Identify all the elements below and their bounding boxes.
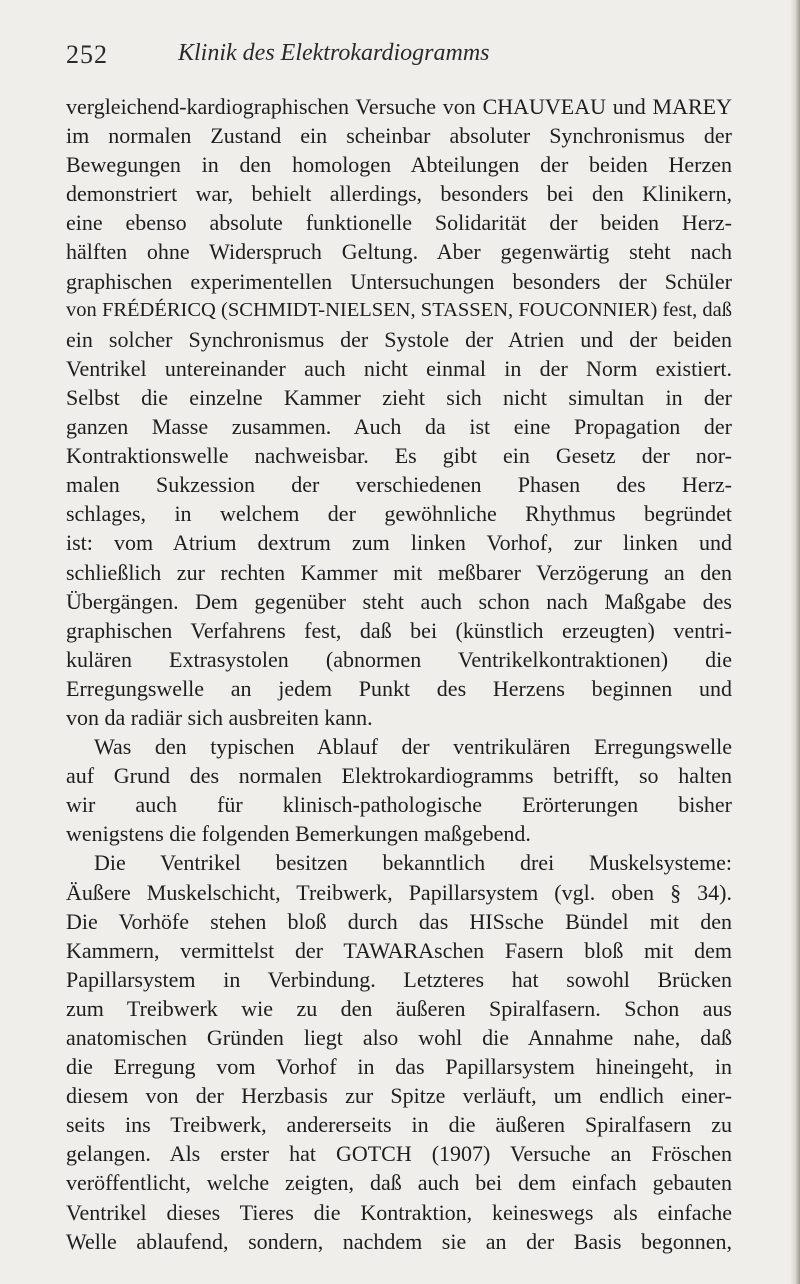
text-line: Ventrikel dieses Tieres die Kontraktion, keineswegs als einfache <box>66 1199 732 1225</box>
text-line: ganzen Masse zusammen. Auch da ist eine Propagation der <box>66 414 732 440</box>
page-number: 252 <box>66 40 108 69</box>
text-line: gelangen. Als erster hat GOTCH (1907) Versuche an Fröschen <box>66 1141 732 1167</box>
text-line: graphischen Verfahrens fest, daß bei (künstlich erzeugten) ventri- <box>66 617 732 643</box>
text-line: hälften ohne Widerspruch Geltung. Aber gegenwärtig steht nach <box>66 239 732 265</box>
text-line: eine ebenso absolute funktionelle Solidarität der beiden Herz- <box>66 210 732 236</box>
text-line: Welle ablaufend, sondern, nachdem sie an der Basis begonnen, <box>66 1228 732 1254</box>
text-line: Äußere Muskelschicht, Treibwerk, Papillarsystem (vgl. oben § 34). <box>66 879 732 905</box>
text-line: demonstriert war, behielt allerdings, besonders bei den Klinikern, <box>66 181 732 207</box>
text-line: Was den typischen Ablauf der ventrikulären Erregungswelle <box>94 734 732 760</box>
text-line: Bewegungen in den homologen Abteilungen der beiden Herzen <box>66 152 732 178</box>
text-line: die Erregung vom Vorhof in das Papillarsystem hineingeht, in <box>66 1054 732 1080</box>
text-line: auf Grund des normalen Elektrokardiogramms betrifft, so halten <box>66 763 732 789</box>
text-line: vergleichend-kardiographischen Versuche von CHAUVEAU und MAREY <box>66 94 732 119</box>
text-line: schließlich zur rechten Kammer mit meßbarer Verzögerung an den <box>66 559 732 585</box>
page-header <box>66 40 726 80</box>
text-line: im normalen Zustand ein scheinbar absoluter Synchronismus der <box>66 123 732 149</box>
text-line: Papillarsystem in Verbindung. Letzteres hat sowohl Brücken <box>66 966 732 992</box>
text-line: Erregungswelle an jedem Punkt des Herzens beginnen und <box>66 675 732 701</box>
body-text <box>66 92 732 1256</box>
text-line: Kammern, vermittelst der TAWARAschen Fasern bloß mit dem <box>66 937 732 963</box>
text-line: anatomischen Gründen liegt also wohl die Annahme nahe, daß <box>66 1025 732 1050</box>
text-line: veröffentlicht, welche zeigten, daß auch bei dem einfach gebauten <box>66 1170 732 1196</box>
text-line: schlages, in welchem der gewöhnliche Rhythmus begründet <box>66 501 732 527</box>
text-line: von FRÉDÉRICQ (SCHMIDT-NIELSEN, STASSEN, FOUCONNIER) fest, daß <box>66 298 732 321</box>
text-line: Kontraktionswelle nachweisbar. Es gibt ein Gesetz der nor- <box>66 443 732 469</box>
text-line: von da radiär sich ausbreiten kann. <box>66 704 373 730</box>
text-line: diesem von der Herzbasis zur Spitze verläuft, um endlich einer- <box>66 1083 732 1109</box>
text-line: malen Sukzession der verschiedenen Phasen des Herz- <box>66 472 732 498</box>
text-line: Die Ventrikel besitzen bekanntlich drei Muskelsysteme: <box>94 850 732 876</box>
text-line: wir auch für klinisch-pathologische Erörterungen bisher <box>66 792 732 818</box>
text-line: Ventrikel untereinander auch nicht einmal in der Norm existiert. <box>66 355 732 381</box>
text-line: ist: vom Atrium dextrum zum linken Vorhof, zur linken und <box>66 530 732 556</box>
text-line: Die Vorhöfe stehen bloß durch das HISsche Bündel mit den <box>66 908 732 934</box>
text-line: graphischen experimentellen Untersuchungen besonders der Schüler <box>66 268 732 294</box>
text-line: Übergängen. Dem gegenüber steht auch schon nach Maßgabe des <box>66 588 732 614</box>
text-line: Selbst die einzelne Kammer zieht sich nicht simultan in der <box>66 384 732 410</box>
text-line: zum Treibwerk wie zu den äußeren Spiralfasern. Schon aus <box>66 995 732 1021</box>
page-edge-shadow <box>790 0 800 1284</box>
text-line: seits ins Treibwerk, andererseits in die äußeren Spiralfasern zu <box>66 1112 732 1138</box>
text-line: ein solcher Synchronismus der Systole der Atrien und der beiden <box>66 326 732 352</box>
running-title: Klinik des Elektrokardiogramms <box>178 40 490 66</box>
text-line: wenigstens die folgenden Bemerkungen maßgebend. <box>66 821 531 847</box>
text-line: kulären Extrasystolen (abnormen Ventrikelkontraktionen) die <box>66 646 732 672</box>
